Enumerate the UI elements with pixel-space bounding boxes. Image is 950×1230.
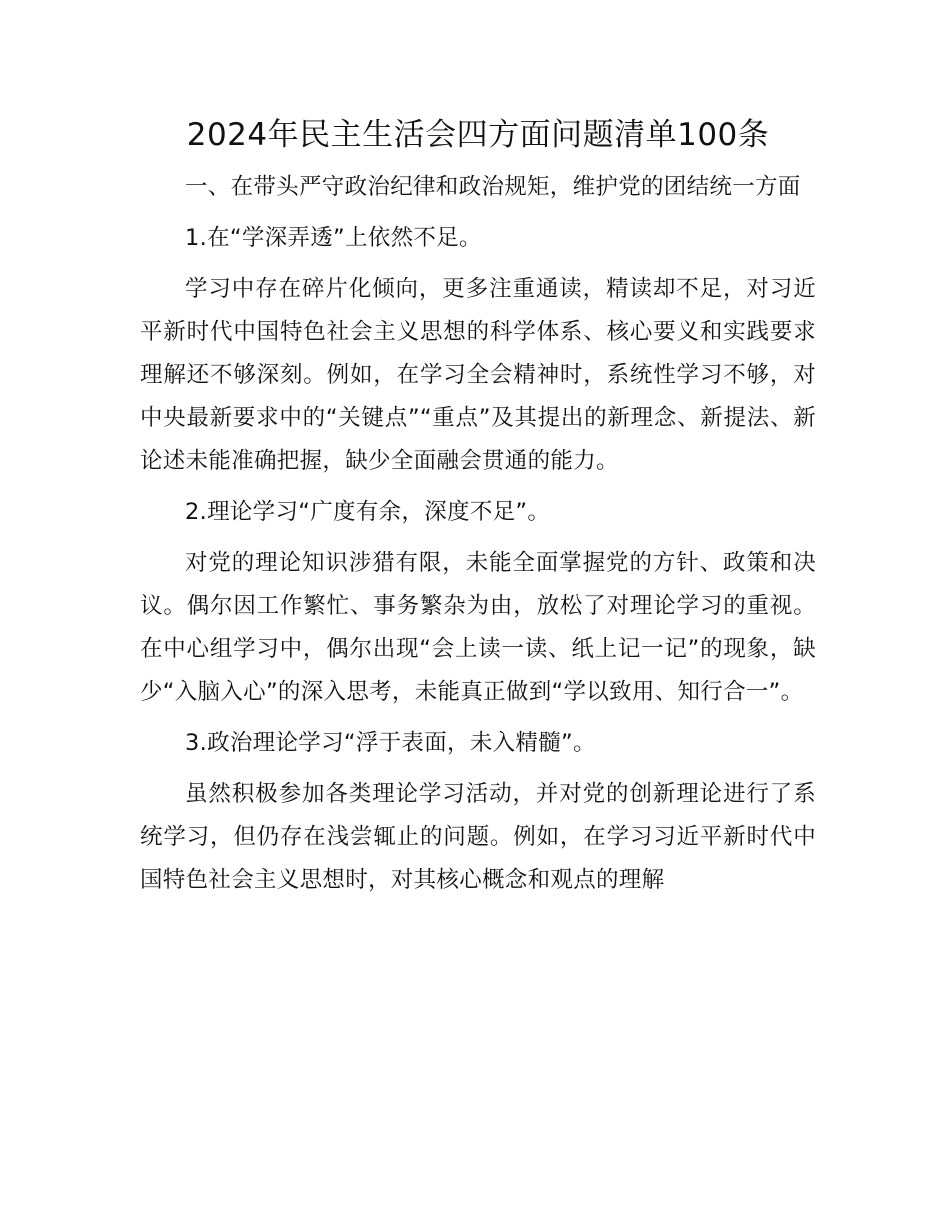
item-1-body: 学习中存在碎片化倾向，更多注重通读，精读却不足，对习近平新时代中国特色社会主义思想的科学体系、核心要义和实践要求理解还不够深刻。例如，在学习全会精神时，系统性学习不够，对中央最新要求中的“关键点”“重点”及其提出的新理念、新提法、新论述未能准确把握，缺少全面融会贯通的能力。	[140, 276, 816, 474]
item-1-heading: 1.在“学深弄透”上依然不足。	[185, 225, 482, 251]
item-3-body: 虽然积极参加各类理论学习活动，并对党的创新理论进行了系统学习，但仍存在浅尝辄止的问题。例如，在学习习近平新时代中国特色社会主义思想时，对其核心概念和观点的理解	[140, 781, 816, 893]
item-2-heading: 2.理论学习“广度有余，深度不足”。	[185, 499, 551, 525]
item-2-body: 对党的理论知识涉猎有限，未能全面掌握党的方针、政策和决议。偶尔因工作繁忙、事务繁杂为由，放松了对理论学习的重视。在中心组学习中，偶尔出现“会上读一读、纸上记一记”的现象，缺少“入脑入心”的深入思考，未能真正做到“学以致用、知行合一”。	[140, 550, 816, 705]
document-title: 2024年民主生活会四方面问题清单100条	[186, 117, 770, 153]
document-body	[140, 112, 816, 902]
item-3-heading: 3.政治理论学习“浮于表面，未入精髓”。	[185, 730, 596, 756]
section-heading: 一、在带头严守政治纪律和政治规矩，维护党的团结统一方面	[185, 174, 801, 200]
